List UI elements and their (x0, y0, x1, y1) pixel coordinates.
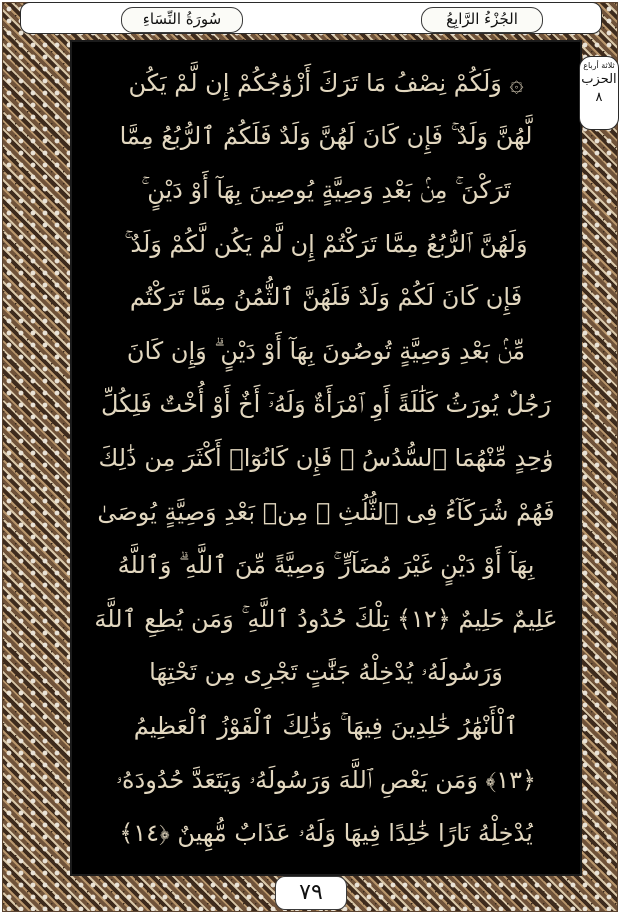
hizb-number: ٨ (595, 90, 603, 105)
text-line: بِهَآ أَوْ دَيْنٍ غَيْرَ مُضَآرٍّ ۚ وَصِيَّةً مِّنَ ٱللَّهِ ۗ وَٱللَّهُ (117, 551, 535, 580)
text-line: يُدْخِلْهُ نَارًا خَٰلِدًا فِيهَا وَلَهُۥ عَذَابٌ مُّهِينٌ ﴿١٤﴾ (119, 819, 533, 848)
text-line: عَلِيمٌ حَلِيمٌ ﴿١٢﴾ تِلْكَ حُدُودُ ٱللَّهِ ۚ وَمَن يُطِعِ ٱللَّهَ (94, 604, 558, 633)
text-line: ﴿١٣﴾ وَمَن يَعْصِ ٱللَّهَ وَرَسُولَهُۥ وَيَتَعَدَّ حُدُودَهُۥ (115, 765, 537, 794)
text-line: تَرَكْنَ ۚ مِنۢ بَعْدِ وَصِيَّةٍ يُوصِينَ بِهَآ أَوْ دَيْنٍ ۚ (141, 175, 511, 204)
text-line: رَجُلٌ يُورَثُ كَلَٰلَةً أَوِ ٱمْرَأَةٌ وَلَهُۥٓ أَخٌ أَوْ أُخْتٌ فَلِكُلِّ (101, 390, 551, 419)
hizb-marker (579, 56, 619, 130)
hizb-label: الحزب (581, 72, 617, 87)
text-line: فَهُمْ شُرَكَآءُ فِى ٱلثُّلُثِ ۚ مِنۢ بَعْدِ وَصِيَّةٍ يُوصَىٰ (97, 497, 555, 526)
juz-name: الجُزْءُ الرَّابِعُ (421, 7, 543, 33)
text-line: ٱلْأَنْهَٰرُ خَٰلِدِينَ فِيهَا ۚ وَذَٰلِكَ ٱلْفَوْزُ ٱلْعَظِيمُ (133, 711, 519, 740)
text-line: وَٰحِدٍ مِّنْهُمَا ٱلسُّدُسُ ۚ فَإِن كَانُوٓا۟ أَكْثَرَ مِن ذَٰلِكَ (98, 443, 554, 472)
text-line: وَلَهُنَّ ٱلرُّبُعُ مِمَّا تَرَكْتُمْ إِن لَّمْ يَكُن لَّكُمْ وَلَدٌ ۚ (124, 229, 528, 258)
text-line: مِّنۢ بَعْدِ وَصِيَّةٍ تُوصُونَ بِهَآ أَوْ دَيْنٍ ۗ وَإِن كَانَ (126, 336, 526, 365)
quran-text-panel (70, 40, 582, 876)
surah-name: سُورَةُ النِّسَاءِ (121, 7, 243, 33)
page-header (20, 2, 602, 34)
text-line: ۞ وَلَكُمْ نِصْفُ مَا تَرَكَ أَزْوَٰجُكُمْ إِن لَّمْ يَكُن (128, 68, 524, 97)
quran-lines (78, 56, 574, 866)
hizb-quarter: ثلاثة أرباع (583, 61, 615, 70)
text-line: وَرَسُولَهُۥ يُدْخِلْهُ جَنَّٰتٍ تَجْرِى مِن تَحْتِهَا (149, 658, 503, 687)
text-line: فَإِن كَانَ لَكُمْ وَلَدٌ فَلَهُنَّ ٱلثُّمُنُ مِمَّا تَرَكْتُم (129, 283, 523, 312)
page-number: ٧٩ (275, 876, 347, 910)
text-line: لَّهُنَّ وَلَدٌ ۚ فَإِن كَانَ لَهُنَّ وَلَدٌ فَلَكُمُ ٱلرُّبُعُ مِمَّا (119, 122, 533, 151)
